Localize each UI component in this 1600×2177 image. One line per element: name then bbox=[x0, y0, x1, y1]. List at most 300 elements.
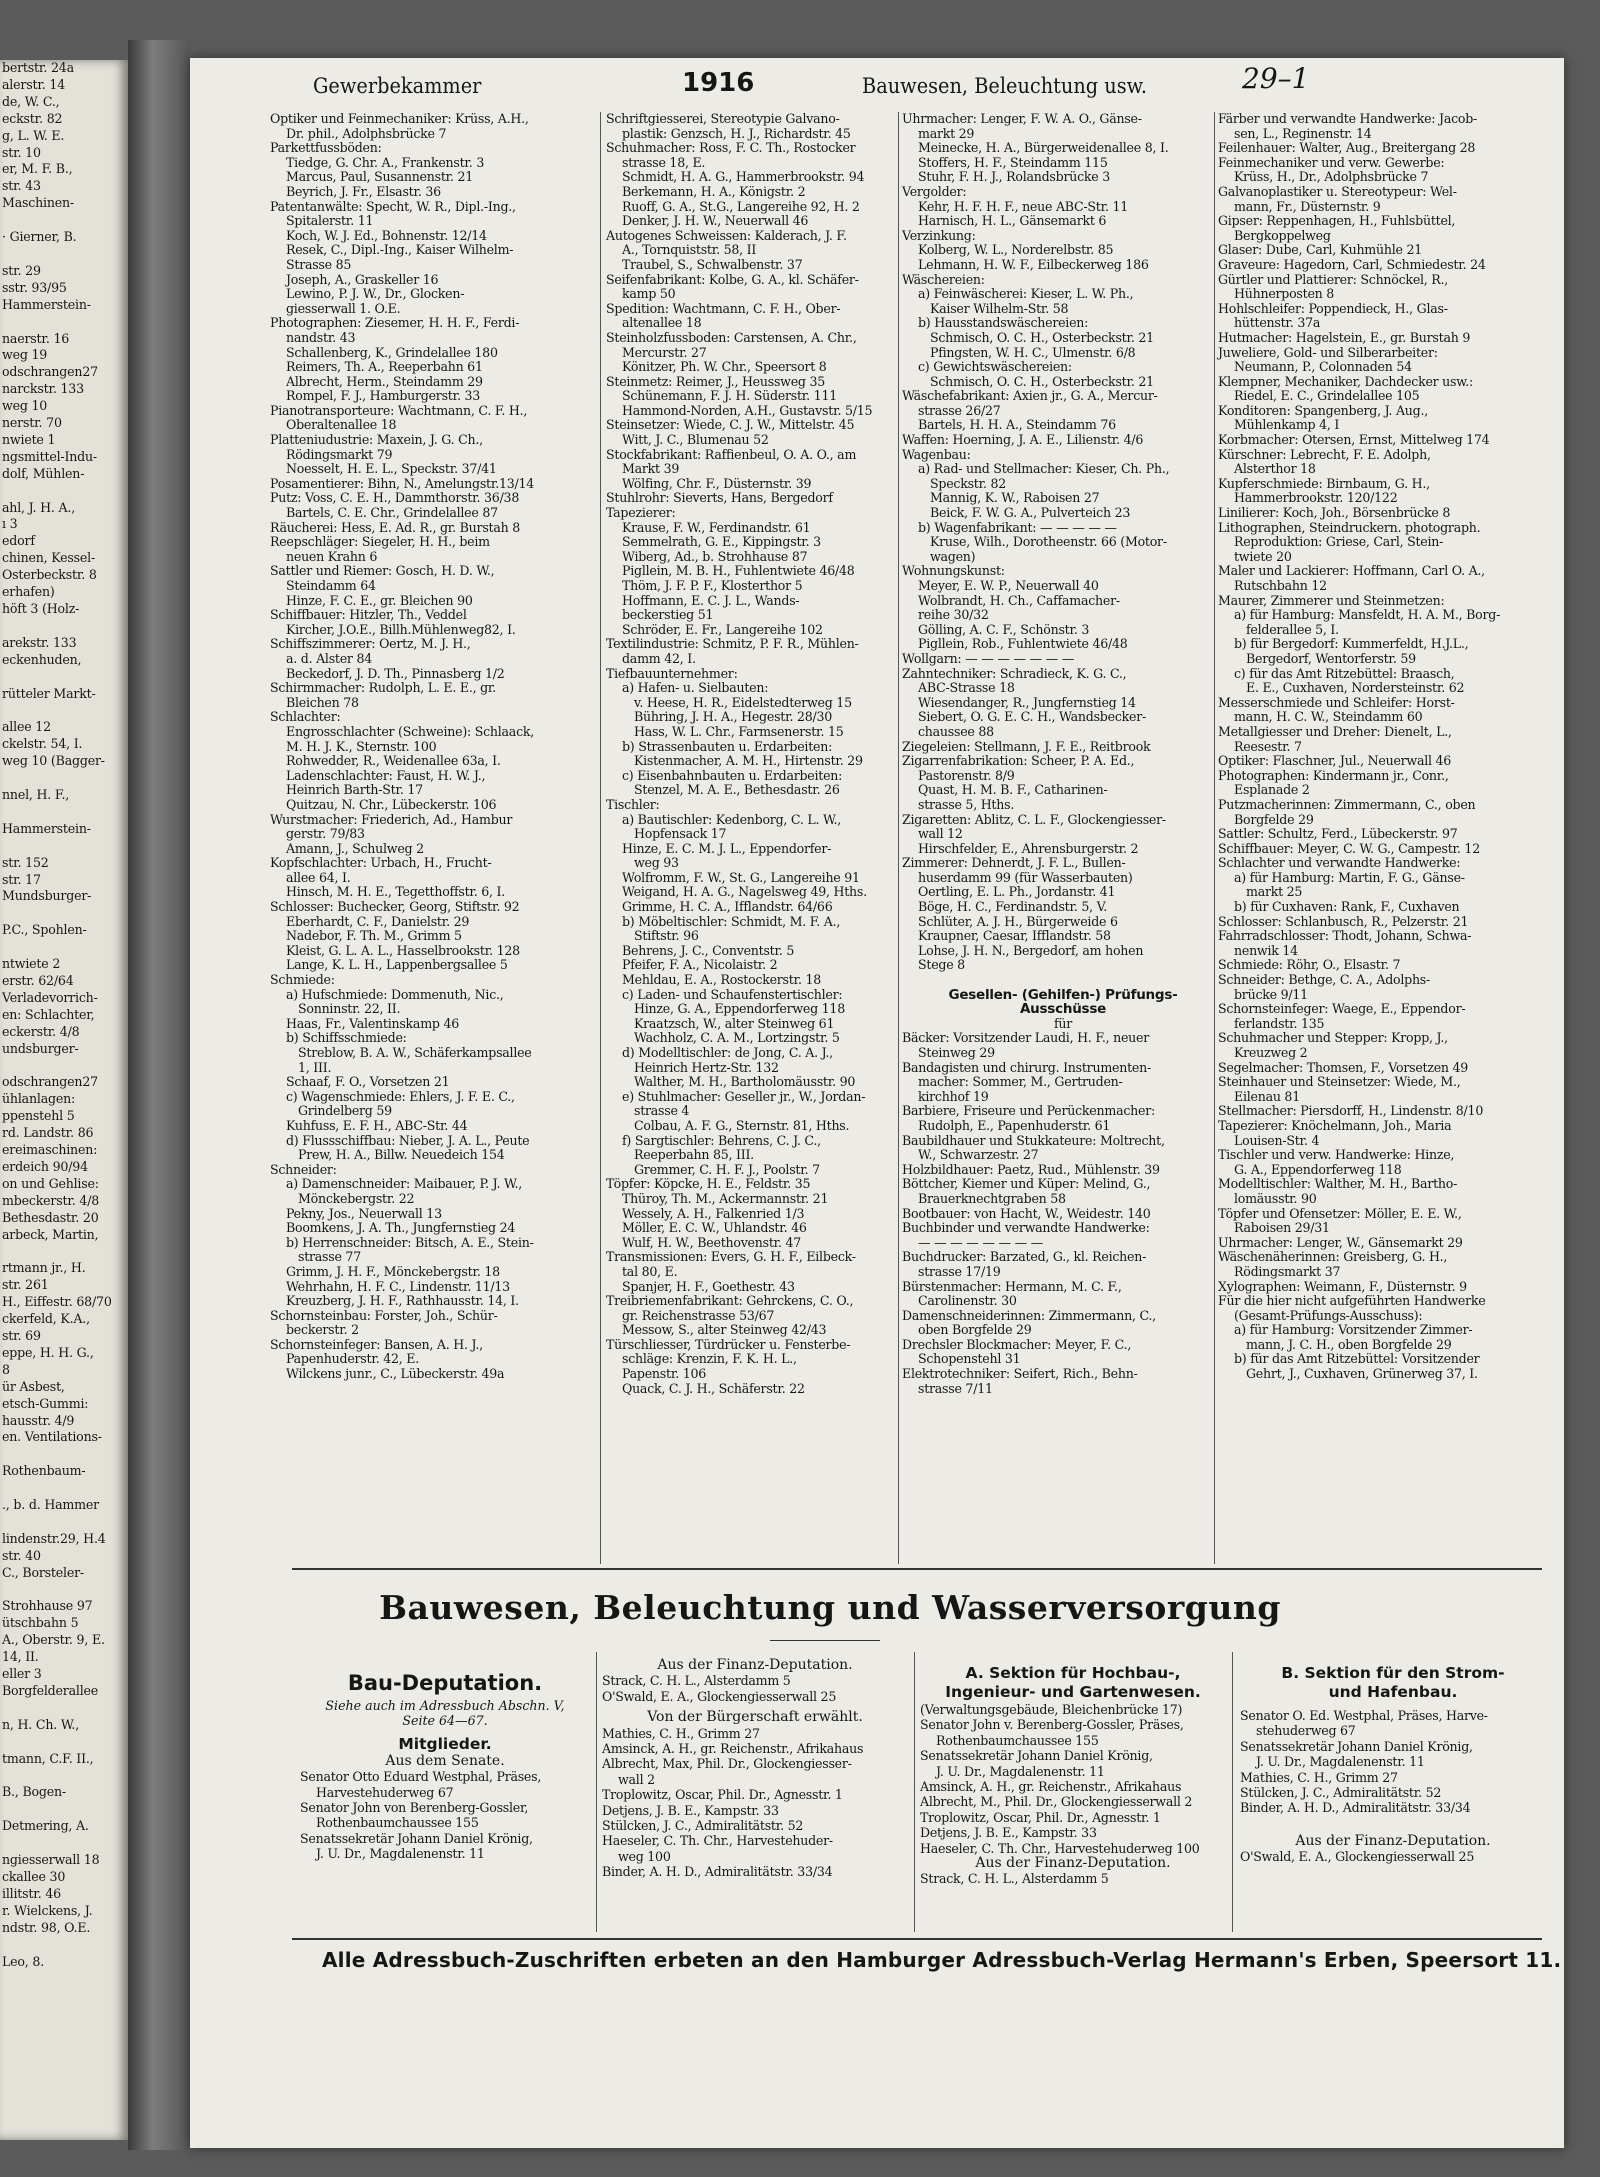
directory-entry-line: Bühring, J. H. A., Hegestr. 28/30 bbox=[634, 709, 833, 725]
directory-entry-line: Schneider: Bethge, C. A., Adolphs- bbox=[1218, 972, 1431, 988]
directory-entry-line: strasse 7/11 bbox=[918, 1380, 993, 1396]
directory-entry-line: G. A., Eppendorferweg 118 bbox=[1234, 1161, 1402, 1177]
directory-entry-line: Thöm, J. F. P. F., Klosterthor 5 bbox=[622, 578, 803, 593]
previous-page-line: er, M. F. B., bbox=[2, 161, 73, 177]
directory-entry-line: Nadebor, F. Th. M., Grimm 5 bbox=[286, 928, 462, 944]
directory-entry-line: c) Gewichtswäschereien: bbox=[918, 359, 1072, 375]
directory-entry-line: Bergkoppelweg bbox=[1234, 227, 1331, 243]
previous-page-line: alerstr. 14 bbox=[2, 76, 66, 92]
directory-entry-line: twiete 20 bbox=[1234, 548, 1292, 564]
directory-entry-line: 1, III. bbox=[298, 1059, 332, 1075]
directory-entry-line: f) Sargtischler: Behrens, C. J. C., bbox=[622, 1132, 821, 1148]
previous-page-line: Verladevorrich- bbox=[2, 989, 98, 1005]
member-line: Binder, A. H. D., Admiralitätstr. 33/34 bbox=[1240, 1800, 1471, 1816]
directory-entry-line: Steinmetz: Reimer, J., Heussweg 35 bbox=[606, 373, 825, 389]
directory-entry-line: A., Tornquiststr. 58, II bbox=[622, 242, 757, 258]
directory-entry-line: Hühnerposten 8 bbox=[1234, 286, 1335, 302]
publisher-footer: Alle Adressbuch-Zuschriften erbeten an den Hamburger Adressbuch-Verlag Hermann's Erben, Speersort 11. bbox=[322, 1948, 1562, 1972]
header-left: Gewerbekammer bbox=[313, 74, 482, 98]
directory-entry-line: Hammerbrookstr. 120/122 bbox=[1234, 490, 1398, 506]
directory-entry-line: felderallee 5, I. bbox=[1246, 621, 1339, 637]
directory-entry-line: a) für Hamburg: Martin, F. G., Gänse- bbox=[1234, 869, 1465, 885]
directory-entry-line: Schornsteinfeger: Waege, E., Eppendor- bbox=[1218, 1001, 1466, 1017]
member-line: Detjens, J. B. E., Kampstr. 33 bbox=[920, 1825, 1097, 1841]
previous-page-line: dolf, Mühlen- bbox=[2, 465, 85, 481]
directory-entry-line: d) Modelltischler: de Jong, C. A. J., bbox=[622, 1045, 833, 1060]
section-b-finance-list bbox=[1240, 1849, 1546, 1864]
directory-entry-line: Hinze, E. C. M. J. L., Eppendorfer- bbox=[622, 840, 832, 856]
directory-entry-line: Reeperbahn 85, III. bbox=[634, 1147, 754, 1163]
column-rule bbox=[600, 112, 601, 1564]
directory-entry-line: Schirmmacher: Rudolph, L. E. E., gr. bbox=[270, 680, 497, 696]
previous-page-line: naerstr. 16 bbox=[2, 330, 70, 346]
member-line: Binder, A. H. D., Admiralitätstr. 33/34 bbox=[602, 1864, 833, 1880]
directory-entry-line: Schriftgiesserei, Stereotypie Galvano- bbox=[606, 111, 840, 126]
directory-entry-line: Xylographen: Weimann, F., Düsternstr. 9 bbox=[1218, 1278, 1467, 1294]
directory-entry-line: Rödingsmarkt 37 bbox=[1234, 1263, 1341, 1279]
directory-entry-line: Kistenmacher, A. M. H., Hirtenstr. 29 bbox=[634, 753, 863, 769]
directory-entry-line: b) Hausstandswäschereien: bbox=[918, 315, 1089, 331]
directory-entry-line: Rudolph, E., Papenhuderstr. 61 bbox=[918, 1117, 1111, 1133]
directory-entry-line: Drechsler Blockmacher: Meyer, F. C., bbox=[902, 1336, 1132, 1352]
directory-entry-line: Stuhlrohr: Sieverts, Hans, Bergedorf bbox=[606, 490, 833, 506]
member-line: Troplowitz, Oscar, Phil. Dr., Agnesstr. 1 bbox=[602, 1787, 843, 1803]
directory-entry-line: Strasse 85 bbox=[286, 256, 352, 272]
directory-entry-line: Lewino, P. J. W., Dr., Glocken- bbox=[286, 286, 465, 302]
directory-entry-line: Juweliere, Gold- und Silberarbeiter: bbox=[1218, 344, 1438, 360]
previous-page-line: tmann, C.F. II., bbox=[2, 1750, 94, 1766]
directory-entry-line: Gehrt, J., Cuxhaven, Grünerweg 37, I. bbox=[1246, 1366, 1478, 1382]
directory-entry-line: Stoffers, H. F., Steindamm 115 bbox=[918, 154, 1108, 170]
directory-entry-line: Schuhmacher: Ross, F. C. Th., Rostocker bbox=[606, 140, 856, 156]
directory-entry-line: Stockfabrikant: Raffienbeul, O. A. O., am bbox=[606, 446, 857, 462]
directory-entry-line: Steinsetzer: Wiede, C. J. W., Mittelstr. 45 bbox=[606, 417, 855, 433]
directory-entry-line: a) Damenschneider: Maibauer, P. J. W., bbox=[286, 1176, 522, 1192]
directory-entry-line: strasse 26/27 bbox=[918, 402, 1001, 418]
directory-entry-line: Hass, W. L. Chr., Farmsenerstr. 15 bbox=[634, 723, 844, 739]
directory-entry-line: Pigllein, Rob., Fuhlentwiete 46/48 bbox=[918, 636, 1128, 652]
directory-entry-line: Wäschefabrikant: Axien jr., G. A., Mercur- bbox=[902, 388, 1158, 404]
column-rule bbox=[898, 112, 899, 1564]
directory-entry-line: Textilindustrie: Schmitz, P. F. R., Mühlen- bbox=[606, 636, 859, 652]
directory-entry-line: nenwik 14 bbox=[1234, 942, 1298, 958]
member-line: wall 2 bbox=[618, 1771, 655, 1787]
directory-entry-line: Raboisen 29/31 bbox=[1234, 1220, 1330, 1236]
directory-entry-line: Gölling, A. C. F., Schönstr. 3 bbox=[918, 621, 1090, 637]
directory-entry-line: Pfeifer, F. A., Nicolaistr. 2 bbox=[622, 957, 778, 973]
directory-entry-line: Galvanoplastiker u. Stereotypeur: Wel- bbox=[1218, 183, 1457, 199]
directory-entry-line: Türschliesser, Türdrücker u. Fensterbe- bbox=[606, 1336, 851, 1352]
directory-entry-line: Riedel, E. C., Grindelallee 105 bbox=[1234, 388, 1420, 404]
parliament-heading: Von der Bürgerschaft erwählt. bbox=[647, 1709, 863, 1726]
header-page-number: 29–1 bbox=[1242, 62, 1310, 95]
directory-entry-line: Zigarrenfabrikation: Scheer, P. A. Ed., bbox=[902, 753, 1135, 769]
directory-entry-line: Bartels, H. H. A., Steindamm 76 bbox=[918, 417, 1116, 433]
directory-entry-line: Kraatzsch, W., alter Steinweg 61 bbox=[634, 1015, 835, 1031]
directory-entry-line: gr. Reichenstrasse 53/67 bbox=[622, 1307, 775, 1323]
directory-entry-line: Kleist, G. L. A. L., Hasselbrookstr. 128 bbox=[286, 942, 520, 958]
section-a-finance-heading: Aus der Finanz-Deputation. bbox=[975, 1855, 1171, 1872]
directory-entry-line: (Gesamt-Prüfungs-Ausschuss): bbox=[1234, 1307, 1423, 1323]
directory-entry-line: Markt 39 bbox=[622, 461, 680, 477]
member-line: Harvestehuderweg 67 bbox=[316, 1784, 454, 1800]
directory-entry-line: Colbau, A. F. G., Sternstr. 81, Hths. bbox=[634, 1117, 850, 1133]
section-b-column bbox=[1240, 1664, 1546, 1865]
directory-entry-line: Gipser: Reppenhagen, H., Fuhlsbüttel, bbox=[1218, 213, 1456, 229]
directory-entry-line: Rompel, F. J., Hamburgerstr. 33 bbox=[286, 388, 481, 404]
directory-entry-line: beckerstieg 51 bbox=[622, 607, 714, 623]
previous-page-line: ı 3 bbox=[2, 516, 18, 532]
previous-page-line: odschrangen27 bbox=[2, 1074, 98, 1090]
directory-entry-line: Schornsteinbau: Forster, Joh., Schür- bbox=[270, 1307, 498, 1323]
directory-entry-line: Gürtler und Plattierer: Schnöckel, R., bbox=[1218, 271, 1449, 287]
directory-entry-line: brücke 9/11 bbox=[1234, 986, 1308, 1002]
previous-page-strip bbox=[0, 60, 128, 2140]
directory-entry-line: a) Hafen- u. Sielbauten: bbox=[622, 680, 769, 696]
member-line: Albrecht, M., Phil. Dr., Glockengiesserwall 2 bbox=[920, 1794, 1193, 1810]
previous-page-line: bertstr. 24a bbox=[2, 60, 74, 75]
directory-entry-line: b) Wagenfabrikant: — — — — — bbox=[918, 519, 1117, 535]
previous-page-line: ühlanlagen: bbox=[2, 1091, 76, 1107]
previous-page-line bbox=[0, 1582, 128, 1599]
directory-entry-line: Denker, J. H. W., Neuerwall 46 bbox=[622, 213, 809, 229]
member-line: Troplowitz, Oscar, Phil. Dr., Agnesstr. 1 bbox=[920, 1809, 1161, 1825]
directory-entry-line: Lange, K. L. H., Lappenbergsallee 5 bbox=[286, 957, 508, 973]
directory-entry-line: Bootbauer: von Hacht, W., Weidestr. 140 bbox=[902, 1205, 1151, 1221]
directory-entry-line: mann, Fr., Düsternstr. 9 bbox=[1234, 198, 1381, 214]
directory-entry-line: Hirschfelder, E., Ahrensburgerstr. 2 bbox=[918, 840, 1139, 856]
member-line: O'Swald, E. A., Glockengiesserwall 25 bbox=[602, 1688, 837, 1704]
directory-entry-line: Kopfschlachter: Urbach, H., Frucht- bbox=[270, 855, 492, 871]
directory-entry-line: Tiefbauunternehmer: bbox=[606, 665, 738, 681]
member-line: Senatssekretär Johann Daniel Krönig, bbox=[1240, 1738, 1473, 1754]
directory-entry-line: markt 29 bbox=[918, 125, 975, 141]
directory-entry-line: Gremmer, C. H. F. J., Poolstr. 7 bbox=[634, 1161, 820, 1177]
member-line: Haeseler, C. Th. Chr., Harvestehuderweg 100 bbox=[920, 1840, 1200, 1856]
previous-page-line: ckerfeld, K.A., bbox=[2, 1311, 90, 1327]
directory-entry-line: Grimm, J. H. F., Mönckebergstr. 18 bbox=[286, 1263, 500, 1279]
directory-entry-line: Harnisch, H. L., Gänsemarkt 6 bbox=[918, 213, 1107, 229]
directory-entry-line: Feinmechaniker und verw. Gewerbe: bbox=[1218, 154, 1445, 170]
directory-entry-line: Ladenschlachter: Faust, H. W. J., bbox=[286, 767, 486, 783]
directory-entry-line: Schröder, E. Fr., Langereihe 102 bbox=[622, 621, 823, 637]
directory-entry-line: Schuhmacher und Stepper: Kropp, J., bbox=[1218, 1030, 1448, 1046]
directory-entry-line: ABC-Strasse 18 bbox=[918, 680, 1015, 696]
directory-entry-line: Wiesendanger, R., Jungfernstieg 14 bbox=[918, 694, 1136, 710]
directory-entry-line: Vergolder: bbox=[902, 183, 967, 199]
directory-entry-line: tal 80, E. bbox=[622, 1263, 678, 1279]
directory-entry-line: Könitzer, Ph. W. Chr., Speersort 8 bbox=[622, 359, 827, 375]
directory-entry-line: Quast, H. M. B. F., Catharinen- bbox=[918, 782, 1108, 798]
directory-entry-line: Mehldau, E. A., Rostockerstr. 18 bbox=[622, 972, 821, 988]
previous-page-line bbox=[0, 804, 128, 821]
directory-entry-line: Reesestr. 7 bbox=[1234, 738, 1302, 754]
previous-page-line: eckstr. 82 bbox=[2, 110, 63, 126]
directory-entry-line: Schiffbauer: Hitzler, Th., Veddel bbox=[270, 607, 467, 623]
directory-entry-line: Posamentierer: Bihn, N., Amelungstr.13/14 bbox=[270, 475, 535, 491]
previous-page-line: erhafen) bbox=[2, 584, 55, 600]
directory-entry-line: oben Borgfelde 29 bbox=[918, 1322, 1032, 1338]
directory-entry-line: Pfingsten, W. H. C., Ulmenstr. 6/8 bbox=[930, 344, 1136, 360]
directory-entry-line: a) für Hamburg: Vorsitzender Zimmer- bbox=[1234, 1322, 1473, 1338]
committee-heading: Ausschüsse bbox=[1019, 1001, 1107, 1018]
previous-page-line bbox=[0, 1734, 128, 1751]
directory-entry-line: Bartels, C. E. Chr., Grindelallee 87 bbox=[286, 505, 498, 521]
previous-page-line bbox=[0, 1243, 128, 1260]
section-a-finance-list bbox=[920, 1871, 1226, 1886]
directory-entry-line: Mönckebergstr. 22 bbox=[298, 1190, 415, 1206]
previous-page-line bbox=[0, 1768, 128, 1785]
directory-entry-line: Oertling, E. L. Ph., Jordanstr. 41 bbox=[918, 884, 1116, 900]
previous-page-line: Strohhause 97 bbox=[2, 1598, 93, 1614]
member-line: J. U. Dr., Magdalenenstr. 11 bbox=[936, 1763, 1105, 1779]
book-gutter bbox=[128, 40, 190, 2150]
directory-entry-line: Reimers, Th. A., Reeperbahn 61 bbox=[286, 359, 483, 375]
directory-entry-line: strasse 18, E. bbox=[622, 154, 706, 170]
directory-entry-line: Schiffbauer: Meyer, C. W. G., Campestr. 12 bbox=[1218, 840, 1480, 856]
directory-entry-line: Steindamm 64 bbox=[286, 578, 376, 593]
directory-entry-line: Bleichen 78 bbox=[286, 694, 359, 710]
directory-entry-line: neuen Krahn 6 bbox=[286, 548, 378, 564]
directory-entry-line: mann, H. C. W., Steindamm 60 bbox=[1234, 709, 1423, 725]
member-line: Senator John von Berenberg-Gossler, bbox=[300, 1800, 529, 1816]
previous-page-line: Detmering, A. bbox=[2, 1818, 89, 1834]
section-a-title-line1: A. Sektion für Hochbau-, bbox=[965, 1664, 1181, 1682]
directory-entry-line: Hutmacher: Hagelstein, E., gr. Burstah 9 bbox=[1218, 329, 1471, 345]
directory-entry-line: d) Flussschiffbau: Nieber, J. A. L., Peute bbox=[286, 1132, 530, 1148]
directory-entry-line: Wulf, H. W., Beethovenstr. 47 bbox=[622, 1234, 802, 1250]
previous-page-line: mbeckerstr. 4/8 bbox=[2, 1192, 100, 1208]
directory-entry-line: Heinrich Hertz-Str. 132 bbox=[634, 1059, 779, 1075]
footer-rule bbox=[292, 1938, 1542, 1940]
member-line: Stülcken, J. C., Admiralitätstr. 52 bbox=[602, 1818, 804, 1834]
directory-entry-line: Alsterthor 18 bbox=[1234, 461, 1316, 477]
previous-page-line: erstr. 62/64 bbox=[2, 972, 74, 988]
directory-entry-line: Wessely, A. H., Falkenried 1/3 bbox=[622, 1205, 805, 1221]
member-line: Mathies, C. H., Grimm 27 bbox=[1240, 1769, 1398, 1785]
directory-entry-line: Quack, C. J. H., Schäferstr. 22 bbox=[622, 1380, 805, 1396]
directory-entry-line: a) Hufschmiede: Dommenuth, Nic., bbox=[286, 986, 504, 1002]
member-line: J. U. Dr., Magdalenenstr. 11 bbox=[1256, 1754, 1425, 1770]
directory-entry-line: Engrosschlachter (Schweine): Schlaack, bbox=[286, 723, 535, 739]
member-line: Haeseler, C. Th. Chr., Harvestehuder- bbox=[602, 1833, 833, 1849]
directory-entry-line: b) für das Amt Ritzebüttel: Vorsitzender bbox=[1234, 1351, 1480, 1367]
directory-entry-line: Schaaf, F. O., Vorsetzen 21 bbox=[286, 1074, 450, 1090]
previous-page-line: P.C., Spohlen- bbox=[2, 922, 87, 938]
previous-page-line: 14, II. bbox=[2, 1649, 39, 1665]
directory-entry-line: — — — — — — — — bbox=[918, 1234, 1044, 1250]
directory-entry-line: Reepschläger: Siegeler, H. H., beim bbox=[270, 534, 490, 550]
directory-entry-line: Parkettfussböden: bbox=[270, 140, 382, 156]
previous-page-line bbox=[0, 702, 128, 719]
previous-page-line: narckstr. 133 bbox=[2, 381, 84, 397]
directory-entry-line: Schmisch, O. C. H., Osterbeckstr. 21 bbox=[930, 373, 1154, 389]
section-a-members-list bbox=[920, 1702, 1226, 1856]
directory-entry-line: Zimmerer: Dehnerdt, J. F. L., Bullen- bbox=[902, 855, 1126, 871]
directory-entry-line: Linilierer: Koch, Joh., Börsenbrücke 8 bbox=[1218, 505, 1451, 521]
previous-page-line: nnel, H. F., bbox=[2, 786, 70, 802]
directory-entry-line: macher: Sommer, M., Gertruden- bbox=[918, 1074, 1123, 1090]
directory-entry-line: W., Schwarzestr. 27 bbox=[918, 1147, 1039, 1163]
member-line: Strack, C. H. L., Alsterdamm 5 bbox=[602, 1673, 791, 1689]
previous-page-line: nerstr. 70 bbox=[2, 415, 62, 431]
previous-page-line: arekstr. 133 bbox=[2, 634, 77, 650]
directory-entry-line: mann, J. C. H., oben Borgfelde 29 bbox=[1246, 1336, 1452, 1352]
directory-entry-line: Spedition: Wachtmann, C. F. H., Ober- bbox=[606, 300, 841, 316]
section-b-title-line1: B. Sektion für den Strom- bbox=[1281, 1664, 1505, 1682]
previous-page-line: on und Gehlise: bbox=[2, 1175, 99, 1191]
directory-entry-line: Koch, W. J. Ed., Bohnenstr. 12/14 bbox=[286, 227, 487, 243]
directory-entry-line: Semmelrath, G. E., Kippingstr. 3 bbox=[622, 534, 821, 550]
member-line: O'Swald, E. A., Glockengiesserwall 25 bbox=[1240, 1849, 1475, 1865]
directory-entry-line: Schlachter: bbox=[270, 709, 341, 725]
directory-entry-line: strasse 17/19 bbox=[918, 1263, 1001, 1279]
directory-entry-line: Schlüter, A. J. H., Bürgerweide 6 bbox=[918, 913, 1118, 929]
directory-entry-line: Tiedge, G. Chr. A., Frankenstr. 3 bbox=[286, 154, 485, 170]
directory-entry-line: Schopenstehl 31 bbox=[918, 1351, 1021, 1367]
directory-entry-line: Wollgarn: — — — — — — — bbox=[902, 650, 1075, 666]
directory-entry-line: a) Feinwäscherei: Kieser, L. W. Ph., bbox=[918, 286, 1134, 302]
previous-page-line: rd. Landstr. 86 bbox=[2, 1125, 94, 1141]
directory-entry-line: allee 64, I. bbox=[286, 869, 351, 885]
directory-column-4 bbox=[1218, 112, 1546, 1382]
directory-entry-line: c) Eisenbahnbauten u. Erdarbeiten: bbox=[622, 767, 843, 783]
directory-entry-line: Patentanwälte: Specht, W. R., Dipl.-Ing., bbox=[270, 198, 516, 214]
directory-entry-line: Reproduktion: Griese, Carl, Stein- bbox=[1234, 534, 1444, 550]
directory-entry-line: Noesselt, H. E. L., Speckstr. 37/41 bbox=[286, 461, 497, 477]
directory-entry-line: Wäschereien: bbox=[902, 271, 985, 287]
directory-entry-line: Töpfer und Ofensetzer: Möller, E. E. W., bbox=[1218, 1205, 1462, 1221]
previous-page-line: en: Schlachter, bbox=[2, 1006, 95, 1022]
directory-entry-line: Weigand, H. A. G., Nagelsweg 49, Hths. bbox=[622, 884, 867, 900]
directory-entry-line: Modelltischler: Walther, M. H., Bartho- bbox=[1218, 1176, 1458, 1192]
previous-page-line bbox=[0, 838, 128, 855]
directory-entry-line: nandstr. 43 bbox=[286, 329, 356, 345]
previous-page-line: A., Oberstr. 9, E. bbox=[2, 1632, 105, 1648]
directory-entry-line: Schlachter und verwandte Handwerke: bbox=[1218, 855, 1461, 871]
directory-entry-line: Maler und Lackierer: Hoffmann, Carl O. A., bbox=[1218, 563, 1485, 579]
directory-entry-line: Schmiede: Röhr, O., Elsastr. 7 bbox=[1218, 957, 1401, 973]
directory-entry-line: Sattler und Riemer: Gosch, H. D. W., bbox=[270, 563, 495, 579]
previous-page-line bbox=[0, 1446, 128, 1463]
directory-entry-line: Hammond-Norden, A.H., Gustavstr. 5/15 bbox=[622, 402, 873, 418]
previous-page-line: Rothenbaum- bbox=[2, 1463, 86, 1479]
directory-entry-line: Putzmacherinnen: Zimmermann, C., oben bbox=[1218, 796, 1476, 812]
member-line: (Verwaltungsgebäude, Bleichenbrücke 17) bbox=[920, 1702, 1183, 1717]
directory-entry-line: Kehr, H. F. H. F., neue ABC-Str. 11 bbox=[918, 198, 1129, 214]
previous-page-line: rütteler Markt- bbox=[2, 685, 96, 701]
directory-entry-line: a) Bautischler: Kedenborg, C. L. W., bbox=[622, 811, 841, 827]
previous-page-line: nwiete 1 bbox=[2, 431, 56, 447]
previous-page-line: Hammerstein- bbox=[2, 820, 91, 836]
directory-entry-line: lomäusstr. 90 bbox=[1234, 1190, 1317, 1206]
directory-entry-line: Bäcker: Vorsitzender Laudi, H. F., neuer bbox=[902, 1030, 1149, 1046]
section-a-title-line2: Ingenieur- und Gartenwesen. bbox=[945, 1683, 1201, 1701]
previous-page-line: ereimaschinen: bbox=[2, 1142, 98, 1157]
directory-entry-line: Prew, H. A., Billw. Neuedeich 154 bbox=[298, 1147, 505, 1163]
directory-entry-line: Beckedorf, J. D. Th., Pinnasberg 1/2 bbox=[286, 665, 505, 681]
member-line: Senator John v. Berenberg-Gossler, Präses, bbox=[920, 1717, 1184, 1733]
previous-page-line: arbeck, Martin, bbox=[2, 1226, 99, 1242]
directory-entry-line: Wolbrandt, H. Ch., Caffamacher- bbox=[918, 592, 1120, 608]
previous-page-line bbox=[0, 905, 128, 922]
directory-entry-line: wagen) bbox=[930, 548, 976, 564]
previous-page-line: chinen, Kessel- bbox=[2, 550, 96, 566]
header-right: Bauwesen, Beleuchtung usw. bbox=[862, 74, 1148, 98]
directory-entry-line: Hinze, G. A., Eppendorferweg 118 bbox=[634, 1001, 845, 1017]
directory-entry-line: Quitzau, N. Chr., Lübeckerstr. 106 bbox=[286, 796, 497, 812]
directory-entry-line: Berkemann, H. A., Königstr. 2 bbox=[622, 183, 806, 199]
directory-entry-line: Wehrhahn, H. F. C., Lindenstr. 11/13 bbox=[286, 1278, 510, 1294]
previous-page-line: rtmann jr., H. bbox=[2, 1260, 86, 1276]
previous-page-line: n, H. Ch. W., bbox=[2, 1716, 80, 1732]
previous-page-line: allee 12 bbox=[2, 719, 51, 735]
directory-entry-line: c) Wagenschmiede: Ehlers, J. F. E. C., bbox=[286, 1088, 515, 1104]
bau-deputation-column bbox=[300, 1668, 590, 1862]
directory-entry-line: damm 42, I. bbox=[622, 650, 696, 666]
directory-entry-line: Albrecht, Herm., Steindamm 29 bbox=[286, 373, 483, 389]
member-line: Albrecht, Max, Phil. Dr., Glockengiesser- bbox=[602, 1756, 852, 1772]
directory-entry-line: Dr. phil., Adolphsbrücke 7 bbox=[286, 125, 447, 141]
directory-entry-line: Eilenau 81 bbox=[1234, 1088, 1300, 1104]
section-b-members-list bbox=[1240, 1708, 1546, 1816]
member-line: Senator Otto Eduard Westphal, Präses, bbox=[300, 1769, 542, 1785]
directory-entry-line: Treibriemenfabrikant: Gehrckens, C. O., bbox=[606, 1293, 854, 1309]
previous-page-line: Osterbeckstr. 8 bbox=[2, 567, 97, 583]
previous-page-line: ., b. d. Hammer bbox=[2, 1497, 99, 1513]
previous-page-line: illitstr. 46 bbox=[2, 1885, 61, 1901]
previous-page-line: ngsmittel-Indu- bbox=[2, 448, 97, 464]
directory-entry-line: Räucherei: Hess, E. Ad. R., gr. Burstah 8 bbox=[270, 519, 520, 535]
directory-entry-line: Steinholzfussboden: Carstensen, A. Chr., bbox=[606, 329, 857, 345]
directory-entry-line: Messow, S., alter Steinweg 42/43 bbox=[622, 1322, 827, 1338]
directory-entry-line: Kuhfuss, E. F. H., ABC-Str. 44 bbox=[286, 1117, 468, 1133]
directory-entry-line: Boomkens, J. A. Th., Jungfernstieg 24 bbox=[286, 1220, 516, 1236]
directory-entry-line: Spitalerstr. 11 bbox=[286, 213, 374, 229]
previous-page-line bbox=[0, 212, 128, 229]
previous-page-line: lindenstr.29, H.4 bbox=[2, 1530, 106, 1546]
bottom-column-rule bbox=[596, 1652, 597, 1932]
directory-entry-line: strasse 77 bbox=[298, 1249, 361, 1265]
directory-entry-line: Holzbildhauer: Paetz, Rud., Mühlenstr. 39 bbox=[902, 1161, 1160, 1177]
directory-entry-line: Pianotransporteure: Wachtmann, C. F. H., bbox=[270, 402, 528, 418]
directory-entry-line: Lithographen, Steindruckern. photograph. bbox=[1218, 519, 1481, 535]
bau-deputation-title: Bau-Deputation. bbox=[347, 1671, 543, 1695]
previous-page-line: str. 261 bbox=[2, 1277, 49, 1293]
directory-entry-line: kirchhof 19 bbox=[918, 1088, 989, 1104]
directory-entry-line: Seifenfabrikant: Kolbe, G. A., kl. Schäfer- bbox=[606, 271, 859, 287]
previous-page-line: weg 10 (Bagger- bbox=[2, 753, 105, 769]
directory-entry-line: a) Rad- und Stellmacher: Kieser, Ch. Ph., bbox=[918, 461, 1170, 477]
directory-entry-line: c) Laden- und Schaufenstertischler: bbox=[622, 986, 843, 1002]
directory-entry-line: Thüroy, Th. M., Ackermannstr. 21 bbox=[622, 1190, 829, 1206]
previous-page-line: ckallee 30 bbox=[2, 1868, 66, 1884]
member-line: Stülcken, J. C., Admiralitätstr. 52 bbox=[1240, 1785, 1442, 1801]
directory-entry-line: Pigllein, M. B. H., Fuhlentwiete 46/48 bbox=[622, 563, 855, 579]
directory-entry-line: Transmissionen: Evers, G. H. F., Eilbeck- bbox=[606, 1249, 856, 1265]
directory-entry-line: Schmisch, O. C. H., Osterbeckstr. 21 bbox=[930, 329, 1154, 345]
directory-entry-line: Pastorenstr. 8/9 bbox=[918, 767, 1015, 783]
directory-entry-line: Kircher, J.O.E., Billh.Mühlenweg82, I. bbox=[286, 621, 516, 637]
directory-entry-line: Wolfromm, F. W., St. G., Langereihe 91 bbox=[622, 869, 860, 885]
previous-page-line: H., Eiffestr. 68/70 bbox=[2, 1294, 112, 1310]
previous-page-line: undsburger- bbox=[2, 1040, 79, 1056]
directory-entry-line: huserdamm 99 (für Wasserbauten) bbox=[918, 869, 1133, 885]
member-line: J. U. Dr., Magdalenenstr. 11 bbox=[316, 1846, 485, 1862]
directory-entry-line: reihe 30/32 bbox=[918, 607, 989, 623]
directory-entry-line: giesserwall 1. O.E. bbox=[286, 300, 401, 316]
directory-entry-line: Haas, Fr., Valentinskamp 46 bbox=[286, 1015, 459, 1031]
